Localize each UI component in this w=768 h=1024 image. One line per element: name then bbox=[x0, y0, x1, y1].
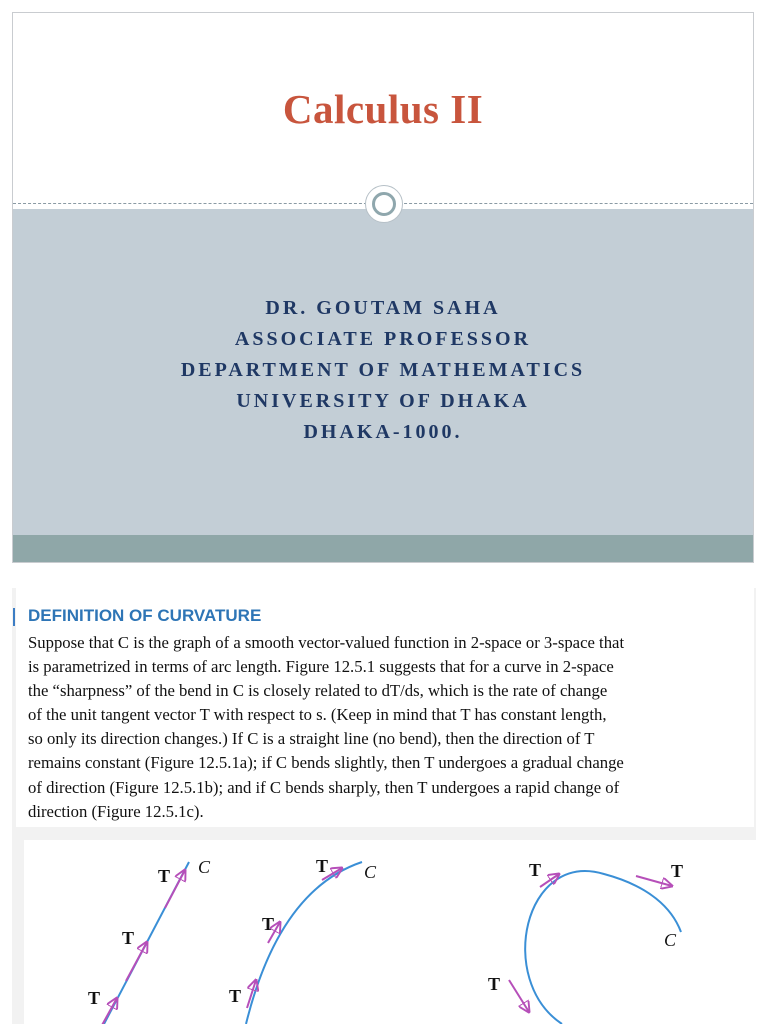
tangent-label: T bbox=[529, 860, 542, 880]
tangent-label: T bbox=[262, 914, 275, 934]
tangent-label: T bbox=[88, 988, 101, 1008]
title-slide bbox=[12, 12, 754, 563]
paragraph-line: direction (Figure 12.5.1c). bbox=[28, 801, 204, 821]
curvature-figure-svg bbox=[24, 840, 756, 1024]
tangent-label: T bbox=[158, 866, 171, 886]
content-slide bbox=[12, 588, 756, 1024]
curve-b bbox=[246, 862, 362, 1024]
author-city: DHAKA-1000. bbox=[303, 421, 463, 443]
curve-label: C bbox=[664, 930, 677, 950]
divider-ring-icon bbox=[365, 185, 403, 223]
curve-c bbox=[525, 871, 681, 1024]
slide-footer-bar bbox=[13, 535, 753, 562]
curve-label: C bbox=[364, 862, 377, 882]
tangent-label: T bbox=[122, 928, 135, 948]
paragraph-line: so only its direction changes.) If C is a straight line (no bend), then the direction of T bbox=[28, 729, 595, 749]
paragraph-line: of direction (Figure 12.5.1b); and if C bends sharply, then T undergoes a rapid change of bbox=[28, 777, 620, 797]
tangent-arrow bbox=[636, 876, 672, 886]
author-university: UNIVERSITY OF DHAKA bbox=[236, 390, 530, 412]
paragraph-line: remains constant (Figure 12.5.1a); if C bends slightly, then T undergoes a gradual change bbox=[28, 753, 624, 773]
author-title: ASSOCIATE PROFESSOR bbox=[234, 328, 532, 350]
tangent-label: T bbox=[671, 861, 684, 881]
tangent-label: T bbox=[316, 856, 329, 876]
figure-a-straight bbox=[88, 857, 211, 1024]
definition-paragraph bbox=[28, 631, 746, 824]
slide-title: Calculus II bbox=[282, 86, 484, 132]
paragraph-line: Suppose that C is the graph of a smooth vector-valued function in 2-space or 3-space that bbox=[28, 633, 625, 652]
paragraph-line: is parametrized in terms of arc length. Figure 12.5.1 suggests that for a curve in 2-space bbox=[28, 657, 614, 677]
tangent-arrow bbox=[509, 980, 529, 1012]
text-panel bbox=[16, 588, 754, 827]
heading-accent-bar bbox=[13, 608, 15, 626]
tangent-label: T bbox=[488, 974, 501, 994]
curvature-figure bbox=[24, 840, 756, 1024]
author-info bbox=[13, 293, 753, 448]
paragraph-line: the “sharpness” of the bend in C is closely related to dT/ds, which is the rate of change bbox=[28, 681, 608, 701]
curve-label: C bbox=[198, 857, 211, 877]
figure-b-gentle bbox=[229, 856, 377, 1024]
author-name: DR. GOUTAM SAHA bbox=[265, 297, 501, 319]
tangent-label: T bbox=[229, 986, 242, 1006]
figure-c-sharp bbox=[488, 860, 683, 1024]
author-department: DEPARTMENT OF MATHEMATICS bbox=[180, 359, 586, 381]
section-heading: DEFINITION OF CURVATURE bbox=[28, 606, 262, 625]
paragraph-line: of the unit tangent vector T with respect to s. (Keep in mind that T has constant length, bbox=[28, 705, 607, 725]
